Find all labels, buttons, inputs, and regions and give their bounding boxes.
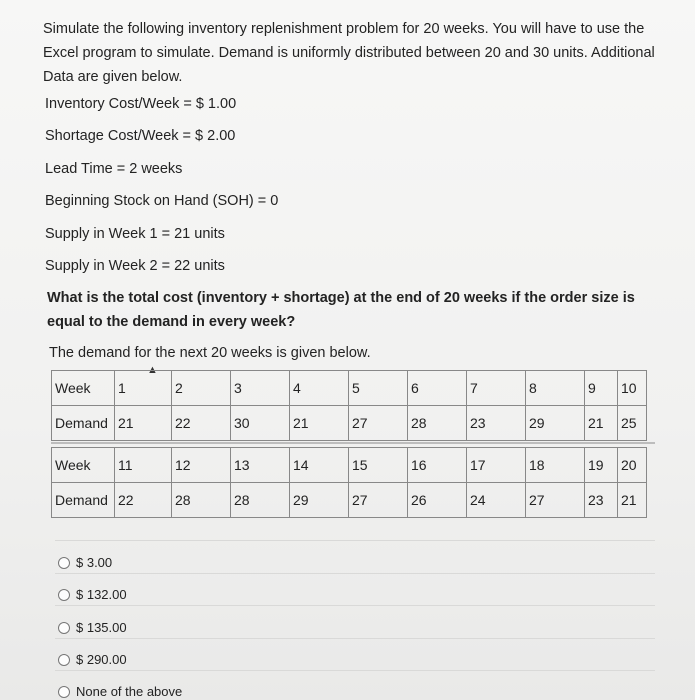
table-row xyxy=(52,448,647,483)
table-cell: 6 xyxy=(408,371,467,406)
demand-table-weeks-11-20 xyxy=(51,447,647,518)
table-cell: 16 xyxy=(408,448,467,483)
radio-button[interactable] xyxy=(58,654,70,666)
divider xyxy=(55,605,655,606)
table-cell: 25 xyxy=(618,406,647,441)
table-cell: 23 xyxy=(467,406,526,441)
supply-week-1: Supply in Week 1 = 21 units xyxy=(45,226,225,242)
table-cell: 11 xyxy=(115,448,172,483)
table-cell: 17 xyxy=(467,448,526,483)
shortage-cost: Shortage Cost/Week = $ 2.00 xyxy=(45,128,236,144)
table-cell: 21 xyxy=(618,483,647,518)
table-cell: 15 xyxy=(349,448,408,483)
mouse-cursor-icon: ▲ xyxy=(147,364,158,376)
table-cell: 24 xyxy=(467,483,526,518)
table-cell: 4 xyxy=(290,371,349,406)
question-text: What is the total cost (inventory + shortage) at the end of 20 weeks if the order size is equal to the demand in every week? xyxy=(47,290,635,330)
radio-button[interactable] xyxy=(58,622,70,634)
divider xyxy=(51,442,655,444)
table-cell: 13 xyxy=(231,448,290,483)
table-cell: 27 xyxy=(526,483,585,518)
answer-option-e[interactable] xyxy=(58,684,658,699)
table-cell: 1 xyxy=(115,371,172,406)
divider xyxy=(55,638,655,639)
table-cell: 28 xyxy=(231,483,290,518)
answer-option-d[interactable] xyxy=(58,652,658,667)
table-cell: 21 xyxy=(585,406,618,441)
table-cell: 22 xyxy=(172,406,231,441)
demand-label: Demand xyxy=(52,406,115,441)
table-cell: 27 xyxy=(349,406,408,441)
answer-label: $ 290.00 xyxy=(76,652,127,667)
table-cell: 22 xyxy=(115,483,172,518)
lead-time: Lead Time = 2 weeks xyxy=(45,161,183,177)
radio-button[interactable] xyxy=(58,686,70,698)
problem-intro: Simulate the following inventory replenishment problem for 20 weeks. You will have to use the Excel program to simulate. Demand is uniformly distributed between 20 and 30 units. Additional Data are given below. xyxy=(43,21,655,85)
answer-option-b[interactable] xyxy=(58,587,658,602)
table-cell: 7 xyxy=(467,371,526,406)
table-cell: 28 xyxy=(172,483,231,518)
table-cell: 10 xyxy=(618,371,647,406)
answer-label: $ 135.00 xyxy=(76,620,127,635)
table-cell: 8 xyxy=(526,371,585,406)
table-cell: 19 xyxy=(585,448,618,483)
divider xyxy=(55,573,655,574)
table-cell: 29 xyxy=(526,406,585,441)
table-cell: 18 xyxy=(526,448,585,483)
inventory-cost: Inventory Cost/Week = $ 1.00 xyxy=(45,96,237,112)
table-row xyxy=(52,371,647,406)
answer-label: None of the above xyxy=(76,684,183,699)
table-cell: 30 xyxy=(231,406,290,441)
supply-week-2: Supply in Week 2 = 22 units xyxy=(45,258,225,274)
table-cell: 28 xyxy=(408,406,467,441)
table-cell: 2 xyxy=(172,371,231,406)
table-cell: 29 xyxy=(290,483,349,518)
answer-option-a[interactable] xyxy=(58,555,658,570)
radio-button[interactable] xyxy=(58,557,70,569)
table-cell: 20 xyxy=(618,448,647,483)
table-cell: 26 xyxy=(408,483,467,518)
beginning-stock: Beginning Stock on Hand (SOH) = 0 xyxy=(45,193,279,209)
table-cell: 21 xyxy=(115,406,172,441)
table-cell: 27 xyxy=(349,483,408,518)
answer-label: $ 132.00 xyxy=(76,587,127,602)
demand-note: The demand for the next 20 weeks is given below. xyxy=(49,345,371,361)
answer-option-c[interactable] xyxy=(58,620,658,635)
radio-button[interactable] xyxy=(58,589,70,601)
table-cell: 21 xyxy=(290,406,349,441)
week-label: Week xyxy=(52,448,115,483)
table-cell: 3 xyxy=(231,371,290,406)
table-row xyxy=(52,483,647,518)
table-cell: 14 xyxy=(290,448,349,483)
answer-label: $ 3.00 xyxy=(76,555,113,570)
divider xyxy=(55,540,655,541)
divider xyxy=(55,670,655,671)
table-cell: 12 xyxy=(172,448,231,483)
week-label: Week xyxy=(52,371,115,406)
table-cell: 9 xyxy=(585,371,618,406)
table-row xyxy=(52,406,647,441)
table-cell: 23 xyxy=(585,483,618,518)
demand-table-weeks-1-10 xyxy=(51,370,647,441)
demand-label: Demand xyxy=(52,483,115,518)
table-cell: 5 xyxy=(349,371,408,406)
